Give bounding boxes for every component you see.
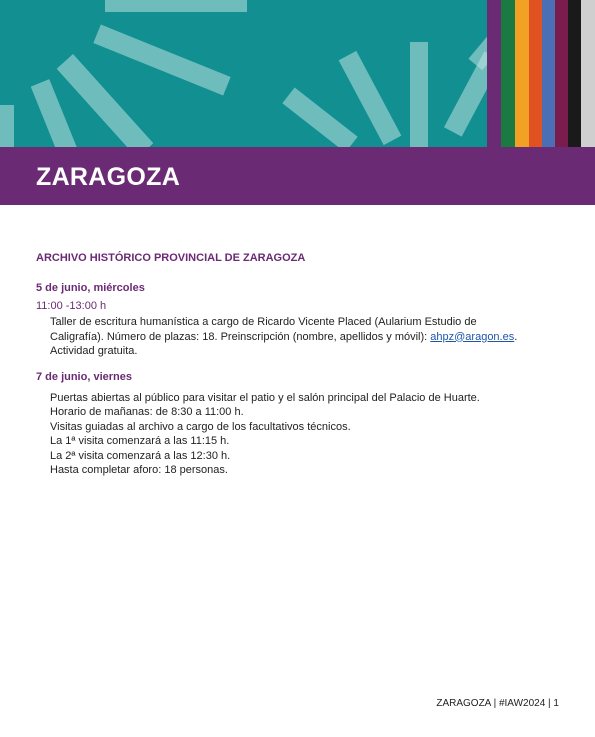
description-line: La 1ª visita comenzará a las 11:15 h.: [50, 435, 230, 447]
event-date: 7 de junio, viernes: [36, 370, 132, 383]
page-footer: ZARAGOZA | #IAW2024 | 1: [436, 698, 559, 709]
decorative-stripe: [105, 0, 247, 12]
description-line: Visitas guiadas al archivo a cargo de los facultativos técnicos.: [50, 420, 351, 433]
event-time: 11:00 -13:00 h: [36, 300, 107, 312]
decorative-stripe: [31, 79, 80, 147]
description-line: Hasta completar aforo: 18 personas.: [50, 464, 228, 476]
description-line: Taller de escritura humanística a cargo de Ricardo Vicente Placed (Aularium Estudio de: [50, 316, 477, 328]
description-line: Caligrafía). Número de plazas: 18. Preinscripción (nombre, apellidos y móvil):: [50, 330, 431, 343]
color-bar: [555, 0, 568, 147]
color-bar: [581, 0, 595, 147]
color-bar: [542, 0, 555, 147]
decorative-stripe: [93, 25, 230, 96]
color-bar: [568, 0, 581, 147]
email-link[interactable]: ahpz@aragon.es: [430, 330, 515, 343]
event-block: [36, 282, 556, 359]
description-punctuation: .: [514, 330, 518, 343]
event-block: [36, 371, 556, 478]
description-line: Horario de mañanas: de 8:30 a 11:00 h.: [50, 406, 244, 418]
page-title: ZARAGOZA: [36, 163, 181, 191]
event-description: [50, 391, 556, 478]
color-bar: [501, 0, 515, 147]
main-content: [36, 252, 556, 490]
title-band: [0, 147, 595, 205]
event-date: 5 de junio, miércoles: [36, 282, 145, 294]
decorative-stripe: [282, 87, 357, 147]
event-description: [50, 315, 556, 359]
description-line: Actividad gratuita.: [50, 345, 138, 357]
description-line: Puertas abiertas al público para visitar el patio y el salón principal del Palacio de Huarte.: [50, 391, 480, 404]
description-line: La 2ª visita comenzará a las 12:30 h.: [50, 449, 231, 462]
color-bar: [515, 0, 529, 147]
section-title: ARCHIVO HISTÓRICO PROVINCIAL DE ZARAGOZA: [36, 252, 306, 264]
decorative-stripe: [0, 105, 14, 147]
header-banner: [0, 0, 595, 147]
color-bar: [487, 0, 501, 147]
color-bar: [529, 0, 542, 147]
decorative-stripe: [410, 42, 428, 147]
